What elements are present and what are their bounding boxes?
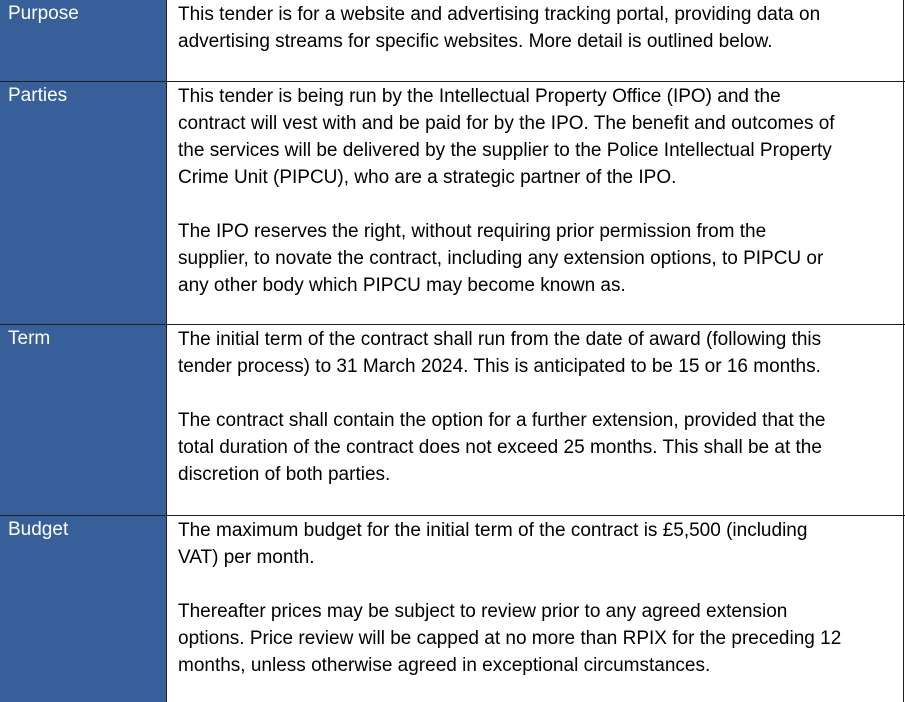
table-row-purpose	[0, 0, 905, 81]
row-label-purpose: Purpose	[8, 3, 79, 24]
text-line: tender process) to 31 March 2024. This is anticipated to be 15 or 16 months.	[178, 356, 821, 377]
text-line: VAT) per month.	[178, 547, 315, 568]
text-line: Crime Unit (PIPCU), who are a strategic partner of the IPO.	[178, 167, 677, 188]
text-line: supplier, to novate the contract, including any extension options, to PIPCU or	[178, 248, 824, 269]
paragraph	[178, 83, 835, 191]
row-label-cell	[0, 82, 167, 324]
text-line: discretion of both parties.	[178, 464, 391, 485]
row-label-cell	[0, 0, 167, 81]
text-line: advertising streams for specific websites. More detail is outlined below.	[178, 31, 773, 52]
row-label-budget: Budget	[8, 519, 69, 540]
row-label-cell	[0, 516, 167, 702]
text-line: The initial term of the contract shall run from the date of award (following this	[178, 329, 822, 350]
text-line: Thereafter prices may be subject to review prior to any agreed extension	[178, 601, 788, 622]
paragraph	[178, 407, 825, 488]
paragraph	[178, 1, 820, 55]
row-body-cell	[168, 0, 904, 81]
table-row-term	[0, 325, 905, 515]
table-row-parties	[0, 82, 905, 324]
text-line: The IPO reserves the right, without requiring prior permission from the	[178, 221, 767, 242]
text-line: the services will be delivered by the supplier to the Police Intellectual Property	[178, 140, 832, 161]
text-line: The maximum budget for the initial term of the contract is £5,500 (including	[178, 520, 808, 541]
text-line: months, unless otherwise agreed in exceptional circumstances.	[178, 655, 711, 676]
row-body-cell	[168, 82, 904, 324]
text-line: any other body which PIPCU may become known as.	[178, 275, 626, 296]
text-line: This tender is for a website and advertising tracking portal, providing data on	[178, 4, 821, 25]
row-body-cell	[168, 516, 904, 702]
paragraph	[178, 218, 823, 299]
text-line: This tender is being run by the Intellectual Property Office (IPO) and the	[178, 86, 781, 107]
paragraph	[178, 598, 841, 679]
row-label-parties: Parties	[8, 85, 68, 106]
row-label-term: Term	[8, 328, 51, 349]
text-line: contract will vest with and be paid for by the IPO. The benefit and outcomes of	[178, 113, 835, 134]
table-row-budget	[0, 516, 905, 702]
row-body-cell	[168, 325, 904, 515]
text-line: total duration of the contract does not exceed 25 months. This shall be at the	[178, 437, 822, 458]
paragraph	[178, 517, 807, 571]
row-label-cell	[0, 325, 167, 515]
text-line: The contract shall contain the option for a further extension, provided that the	[178, 410, 826, 431]
text-line: options. Price review will be capped at no more than RPIX for the preceding 12	[178, 628, 842, 649]
paragraph	[178, 326, 821, 380]
